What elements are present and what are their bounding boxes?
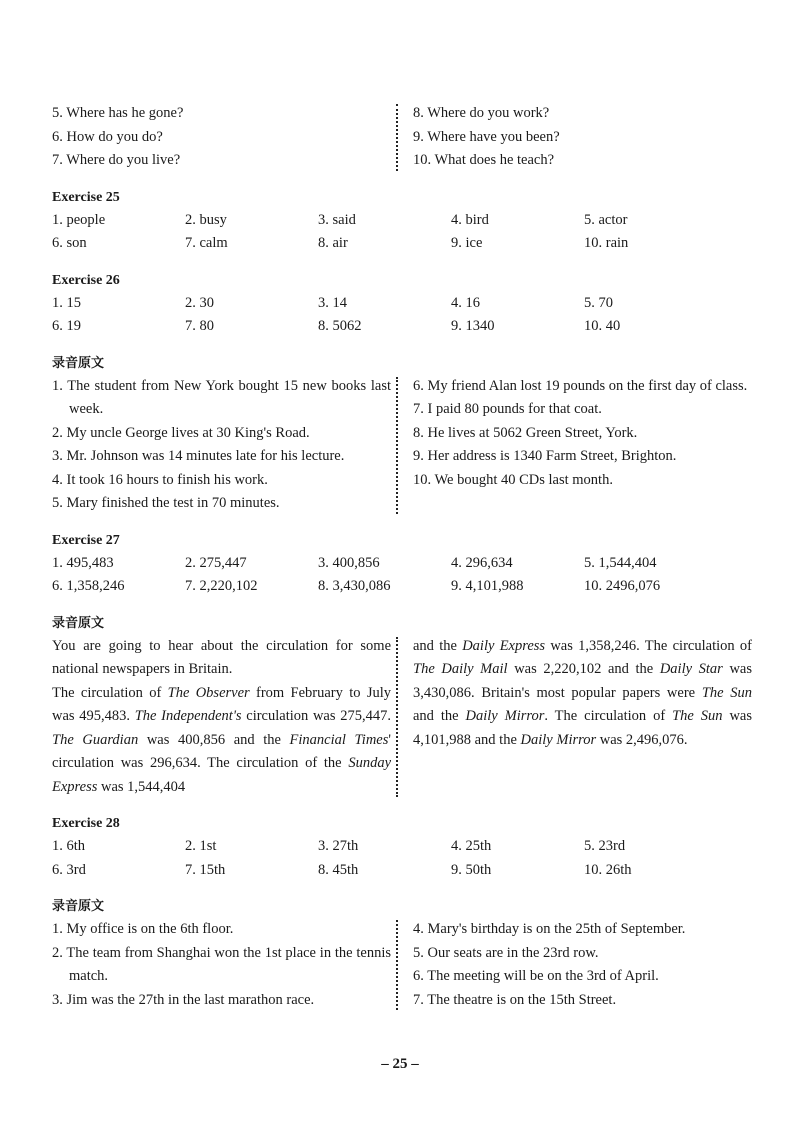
transcript-label: 录音原文 (52, 899, 105, 914)
answer-item: 1. 495,483 (52, 554, 114, 571)
answer-item: 8. 5062 (318, 318, 362, 334)
transcript-right-column (401, 918, 752, 1012)
answer-item: 6. 1,358,246 (52, 578, 125, 594)
answer-item: 1. 6th (52, 838, 86, 854)
question-item: 10. What does he teach? (413, 152, 555, 168)
transcript-left-column (52, 635, 401, 800)
newspaper-name: The Sun (672, 708, 723, 724)
exercise-27-heading: Exercise 27 (52, 532, 120, 548)
answer-item: 7. calm (185, 235, 228, 251)
transcript-item: 5. Mary finished the test in 70 minutes. (52, 495, 280, 511)
exercise-25-answers (52, 209, 752, 256)
newspaper-name: The Observer (167, 684, 250, 701)
answer-item: 1. people (52, 211, 106, 228)
newspaper-name: The Independent's (134, 708, 242, 724)
answer-item: 9. ice (451, 235, 483, 251)
newspaper-name: Daily Mirror (465, 708, 545, 724)
text-run: was 3,430,086. Britain's most popular papers were (413, 661, 752, 701)
answer-item: 5. 23rd (584, 838, 626, 854)
transcript-item: 2. My uncle George lives at 30 King's Road. (52, 424, 310, 441)
newspaper-name: The Sun (701, 684, 753, 701)
newspaper-name: Sunday Express (52, 755, 391, 795)
questions-left-column (52, 102, 401, 173)
text-run: was 2,220,102 and the (507, 661, 660, 677)
answer-item: 9. 50th (451, 861, 492, 878)
exercise-27-answers (52, 552, 752, 599)
transcript-right-column (401, 635, 752, 800)
answer-item: 10. 40 (584, 318, 621, 334)
text-run: and the (413, 637, 463, 654)
answer-item: 1. 15 (52, 294, 81, 311)
exercise-25-heading: Exercise 25 (52, 189, 120, 205)
column-divider (396, 920, 398, 1010)
text-run: was 2,496,076. (596, 731, 688, 748)
newspaper-name: Daily Star (659, 661, 723, 677)
answer-item: 4. 25th (451, 838, 492, 854)
answer-item: 10. 2496,076 (584, 578, 661, 594)
newspaper-name: Financial Times (289, 731, 389, 748)
answer-item: 7. 2,220,102 (185, 578, 258, 594)
transcript-label: 录音原文 (52, 355, 105, 371)
answer-item: 6. 3rd (52, 861, 86, 878)
answer-item: 8. 3,430,086 (318, 578, 391, 594)
newspaper-name: The Guardian (52, 731, 139, 748)
questions-right-column (401, 102, 752, 173)
page-number: – 25 – (381, 1056, 419, 1072)
text-run: . The circulation of (544, 708, 673, 724)
answer-item: 2. 30 (185, 294, 214, 311)
answer-item: 2. 1st (185, 838, 217, 854)
answer-item: 3. 400,856 (318, 554, 380, 571)
answer-item: 10. rain (584, 235, 629, 251)
text-run: was 1,358,246. The circulation of (545, 637, 752, 654)
transcript-item: 9. Her address is 1340 Farm Street, Brighton. (413, 448, 677, 464)
text-run: and the (413, 708, 466, 724)
exercise-28-transcript (52, 918, 752, 1012)
answer-item: 9. 4,101,988 (451, 578, 524, 594)
answer-item: 2. busy (185, 211, 227, 228)
text-run: The circulation of (52, 684, 168, 701)
answer-item: 5. 70 (584, 294, 613, 311)
exercise-26-answers (52, 292, 752, 339)
transcript-item: 1. My office is on the 6th floor. (52, 921, 234, 937)
transcript-item: 3. Mr. Johnson was 14 minutes late for his lecture. (52, 448, 345, 464)
transcript-item: 5. Our seats are in the 23rd row. (413, 944, 599, 961)
transcript-left-column (52, 375, 401, 516)
transcript-left-column (52, 918, 401, 1012)
transcript-item: 8. He lives at 5062 Green Street, York. (413, 424, 638, 441)
exercise-28-heading: Exercise 28 (52, 816, 120, 831)
transcript-paragraph (52, 682, 391, 800)
question-item: 6. How do you do? (52, 128, 163, 145)
transcript-item: 2. The team from Shanghai won the 1st place in the tennis match. (52, 944, 391, 984)
question-item: 9. Where have you been? (413, 128, 560, 145)
answer-item: 9. 1340 (451, 318, 495, 334)
answer-item: 6. son (52, 235, 87, 251)
text-run: was 1,544,404 (97, 778, 186, 795)
newspaper-name: Daily Express (462, 637, 546, 654)
text-run: circulation was 275,447. (241, 708, 391, 724)
answer-item: 5. 1,544,404 (584, 554, 657, 571)
answer-item: 3. 27th (318, 838, 359, 854)
transcript-item: 4. It took 16 hours to finish his work. (52, 471, 268, 488)
transcript-label: 录音原文 (52, 615, 105, 631)
answer-item: 8. 45th (318, 861, 359, 878)
text-run: from February to July was 495,483. (52, 684, 391, 724)
transcript-item: 1. The student from New York bought 15 new books last week. (52, 377, 391, 417)
answer-item: 7. 80 (185, 318, 214, 334)
text-run: was 4,101,988 and the (413, 708, 752, 748)
transcript-item: 10. We bought 40 CDs last month. (413, 471, 613, 488)
transcript-paragraph (413, 635, 752, 753)
question-item: 8. Where do you work? (413, 105, 550, 121)
transcript-item: 7. The theatre is on the 15th Street. (413, 991, 617, 1008)
answer-item: 10. 26th (584, 861, 632, 878)
answer-item: 2. 275,447 (185, 554, 247, 571)
transcript-right-column (401, 375, 752, 516)
transcript-item: 4. Mary's birthday is on the 25th of September. (413, 921, 686, 937)
exercise-28-answers (52, 835, 752, 882)
exercise-26-heading: Exercise 26 (52, 272, 120, 288)
transcript-item: 7. I paid 80 pounds for that coat. (413, 401, 602, 417)
transcript-item: 3. Jim was the 27th in the last marathon race. (52, 991, 315, 1008)
column-divider (396, 104, 398, 171)
answer-item: 3. said (318, 211, 356, 228)
exercise-27-transcript (52, 635, 752, 800)
answer-key-page (52, 0, 752, 1012)
answer-item: 5. actor (584, 211, 628, 228)
question-item: 5. Where has he gone? (52, 105, 184, 121)
transcript-item: 6. My friend Alan lost 19 pounds on the first day of class. (413, 377, 748, 394)
answer-item: 4. 16 (451, 294, 480, 311)
answer-item: 4. 296,634 (451, 554, 513, 571)
question-item: 7. Where do you live? (52, 152, 181, 168)
text-run: was 400,856 and the (138, 731, 290, 748)
exercise-26-transcript (52, 375, 752, 516)
answer-item: 3. 14 (318, 294, 347, 311)
answer-item: 8. air (318, 235, 348, 251)
newspaper-name: Daily Mirror (520, 731, 597, 748)
newspaper-name: The Daily Mail (413, 661, 508, 677)
transcript-paragraph: You are going to hear about the circulation for some national newspapers in Britain. (52, 637, 391, 677)
column-divider (396, 637, 398, 798)
questions-continued (52, 102, 752, 173)
answer-item: 4. bird (451, 211, 489, 228)
transcript-item: 6. The meeting will be on the 3rd of April. (413, 968, 659, 984)
answer-item: 6. 19 (52, 318, 81, 334)
text-run: ' circulation was 296,634. The circulation of the (52, 731, 391, 771)
column-divider (396, 377, 398, 514)
answer-item: 7. 15th (185, 861, 226, 878)
